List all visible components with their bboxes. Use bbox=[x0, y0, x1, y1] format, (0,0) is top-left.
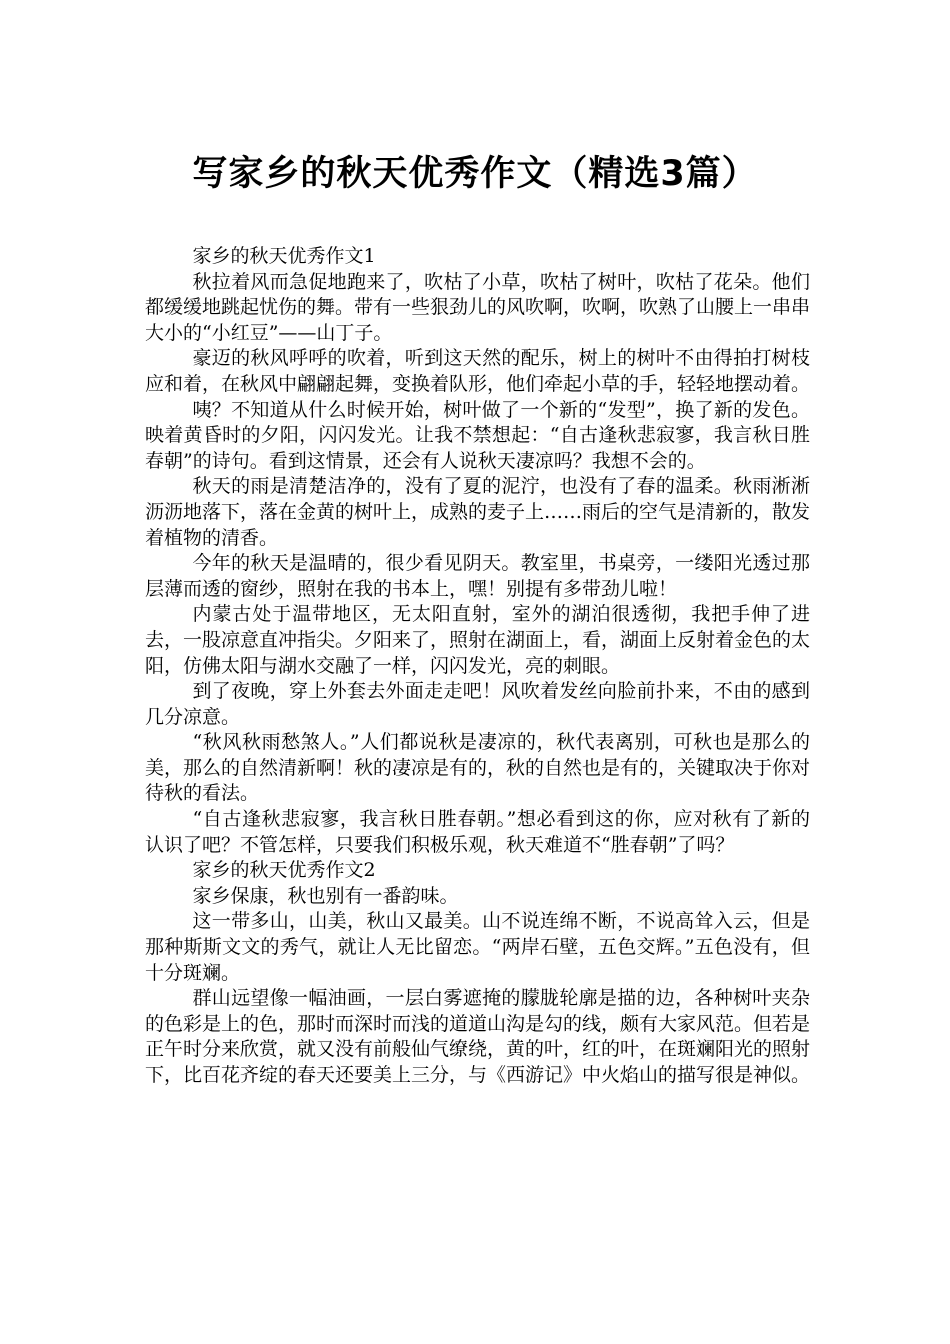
paragraph: 家乡保康，秋也别有一番韵味。 bbox=[192, 884, 459, 907]
paragraph: “秋风秋雨愁煞人。”人们都说秋是凄凉的，秋代表离别，可秋也是那么的美，那么的自然清新啊！秋的凄凉是有的，秋的自然也是有的，关键取决于你对待秋的看法。 bbox=[145, 731, 811, 805]
paragraph: 今年的秋天是温晴的，很少看见阴天。教室里，书桌旁，一缕阳光透过那层薄而透的窗纱，照射在我的书本上，嘿！别提有多带劲儿啦！ bbox=[145, 552, 810, 600]
document-title: 写家乡的秋天优秀作文（精选3篇） bbox=[192, 154, 758, 195]
paragraph: “自古逢秋悲寂寥，我言秋日胜春朝。”想必看到这的你，应对秋有了新的认识了吧？不管怎样，只要我们积极乐观，秋天难道不“胜春朝”了吗？ bbox=[145, 808, 810, 856]
paragraph: 这一带多山，山美，秋山又最美。山不说连绵不断，不说高耸入云，但是那种斯斯文文的秀气，就让人无比留恋。“两岸石壁，五色交辉。”五色没有，但十分斑斓。 bbox=[145, 910, 810, 984]
essay-1-heading: 家乡的秋天优秀作文1 bbox=[192, 245, 376, 267]
paragraph: 到了夜晚，穿上外套去外面走走吧！风吹着发丝向脸前扑来，不由的感到几分凉意。 bbox=[145, 680, 810, 728]
document-body bbox=[145, 244, 810, 1089]
essay-2-heading: 家乡的秋天优秀作文2 bbox=[192, 859, 376, 882]
paragraph: 内蒙古处于温带地区，无太阳直射，室外的湖泊很透彻，我把手伸了进去，一股凉意直冲指尖。夕阳来了，照射在湖面上，看，湖面上反射着金色的太阳，仿佛太阳与湖水交融了一样，闪闪发光，亮的刺眼。 bbox=[145, 603, 811, 677]
paragraph: 豪迈的秋风呼呼的吹着，听到这天然的配乐，树上的树叶不由得拍打树枝应和着，在秋风中翩翩起舞，变换着队形，他们牵起小草的手，轻轻地摆动着。 bbox=[145, 347, 811, 395]
paragraph: 群山远望像一幅油画，一层白雾遮掩的朦胧轮廓是描的边，各种树叶夹杂的色彩是上的色，那时而深时而浅的道道山沟是勾的线，颇有大家风范。但若是正午时分来欣赏，就又没有前般仙气缭绕，黄的叶，红的叶，在斑斓阳光的照射下，比百花齐绽的春天还要美上三分，与《西游记》中火焰山的描写很是神似。 bbox=[145, 987, 811, 1086]
paragraph: 咦？不知道从什么时候开始，树叶做了一个新的“发型”，换了新的发色。映着黄昏时的夕阳，闪闪发光。让我不禁想起：“自古逢秋悲寂寥，我言秋日胜春朝”的诗句。看到这情景，还会有人说秋天凄凉吗？我想不会的。 bbox=[145, 398, 810, 472]
paragraph: 秋天的雨是清楚洁净的，没有了夏的泥泞，也没有了春的温柔。秋雨淅淅沥沥地落下，落在金黄的树叶上，成熟的麦子上……雨后的空气是清新的，散发着植物的清香。 bbox=[145, 475, 811, 549]
paragraph: 秋拉着风而急促地跑来了，吹枯了小草，吹枯了树叶，吹枯了花朵。他们都缓缓地跳起忧伤的舞。带有一些狠劲儿的风吹啊，吹啊，吹熟了山腰上一串串大小的“小红豆”——山丁子。 bbox=[145, 270, 811, 344]
